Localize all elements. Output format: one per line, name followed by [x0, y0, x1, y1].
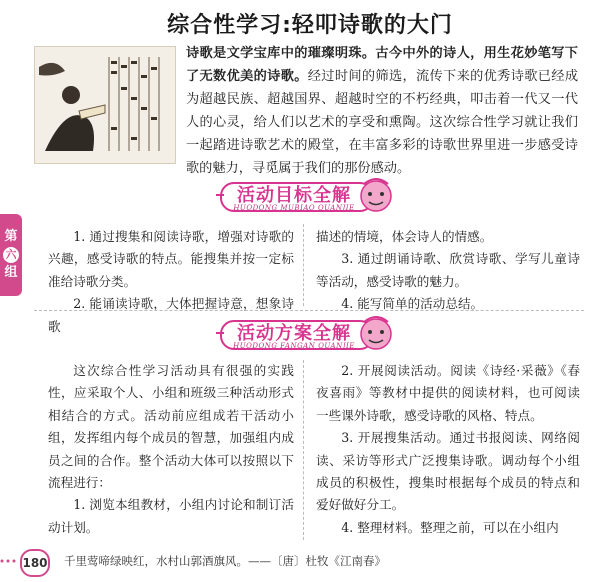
intro-lead-text: 诗歌是文学宝库中的璀璨明珠。古今中外的诗人，用生花妙笔写下了无数优美的诗歌。 — [186, 46, 578, 84]
goal-item: 4. 能写简单的活动总结。 — [341, 296, 484, 312]
intro-paragraph — [186, 42, 578, 180]
page-footer — [0, 548, 593, 574]
side-tab-top: 第 — [4, 229, 18, 244]
unit-side-tab — [0, 214, 22, 296]
plan-paragraph: 3. 开展搜集活动。通过书报阅读、网络阅读、采访等形式广泛搜集诗歌。调动每个小组成员的积极性，搜集时根据每个成员的特点和爱好做好分工。 — [316, 430, 580, 513]
section-banner-goals — [210, 174, 420, 218]
plan-paragraph: 这次综合性学习活动具有很强的实践性，应采取个人、小组和班级三种活动形式相结合的方式。活动前应组成若干活动小组，发挥组内每个成员的智慧，加强组内成员之间的合作。整个活动大体可以按照以下流程进行： — [48, 363, 294, 491]
side-tab-number: 六 — [3, 247, 19, 263]
decorative-dots-icon — [0, 558, 18, 564]
plan-left-column — [48, 360, 294, 539]
section-pinyin: HUODONG MUBIAO QUANJIE — [233, 204, 355, 212]
column-divider — [303, 224, 304, 306]
intro-body-text: 经过时间的筛选，流传下来的优秀诗歌已经成为超越民族、超越国界、超越时空的不朽经典，叩击着一代又一代人的心灵，给人们以艺术的享受和熏陶。这次综合性学习就让我们一起踏进诗歌艺术的殿堂，在丰富多彩的诗歌世界里进一步感受诗歌的魅力，寻觅属于我们的那份感动。 — [186, 69, 579, 176]
plan-paragraph: 2. 开展阅读活动。阅读《诗经·采薇》《春夜喜雨》等教材中提供的阅读材料，也可阅读一些课外诗歌，感受诗歌的风格、特点。 — [316, 363, 580, 423]
goal-item: 2. 能诵读诗歌，大体把握诗意，想象诗歌 — [48, 296, 294, 334]
plan-paragraph: 1. 浏览本组教材，小组内讨论和制订活动计划。 — [48, 497, 294, 535]
footer-quote: 千里莺啼绿映红，水村山郭酒旗风。——〔唐〕杜牧《江南春》 — [64, 554, 386, 568]
page-number: 180 — [20, 549, 50, 577]
side-tab-bottom: 组 — [4, 265, 18, 280]
mascot-icon — [356, 174, 396, 216]
section-title: 活动方案全解 — [237, 323, 351, 344]
goal-item: 描述的情境，体会诗人的情感。 — [316, 229, 493, 244]
plan-right-column — [316, 360, 580, 539]
page-title: 综合性学习:轻叩诗歌的大门 — [167, 13, 453, 38]
section-divider — [34, 310, 584, 311]
goals-right-column — [316, 226, 580, 316]
poet-illustration — [34, 46, 176, 164]
section-title: 活动目标全解 — [237, 185, 351, 206]
plan-paragraph: 4. 整理材料。整理之前，可以在小组内 — [341, 519, 559, 535]
section-pinyin: HUODONG FANGAN QUANJIE — [233, 342, 355, 350]
goal-item: 1. 通过搜集和阅读诗歌，增强对诗歌的兴趣，感受诗歌的特点。能搜集并按一定标准给诗歌分类。 — [48, 229, 294, 289]
goal-item: 3. 通过朗诵诗歌、欣赏诗歌、学写儿童诗等活动，感受诗歌的魅力。 — [316, 251, 580, 289]
mascot-icon — [356, 312, 396, 354]
column-divider — [303, 360, 304, 540]
section-banner-plan — [210, 312, 420, 356]
